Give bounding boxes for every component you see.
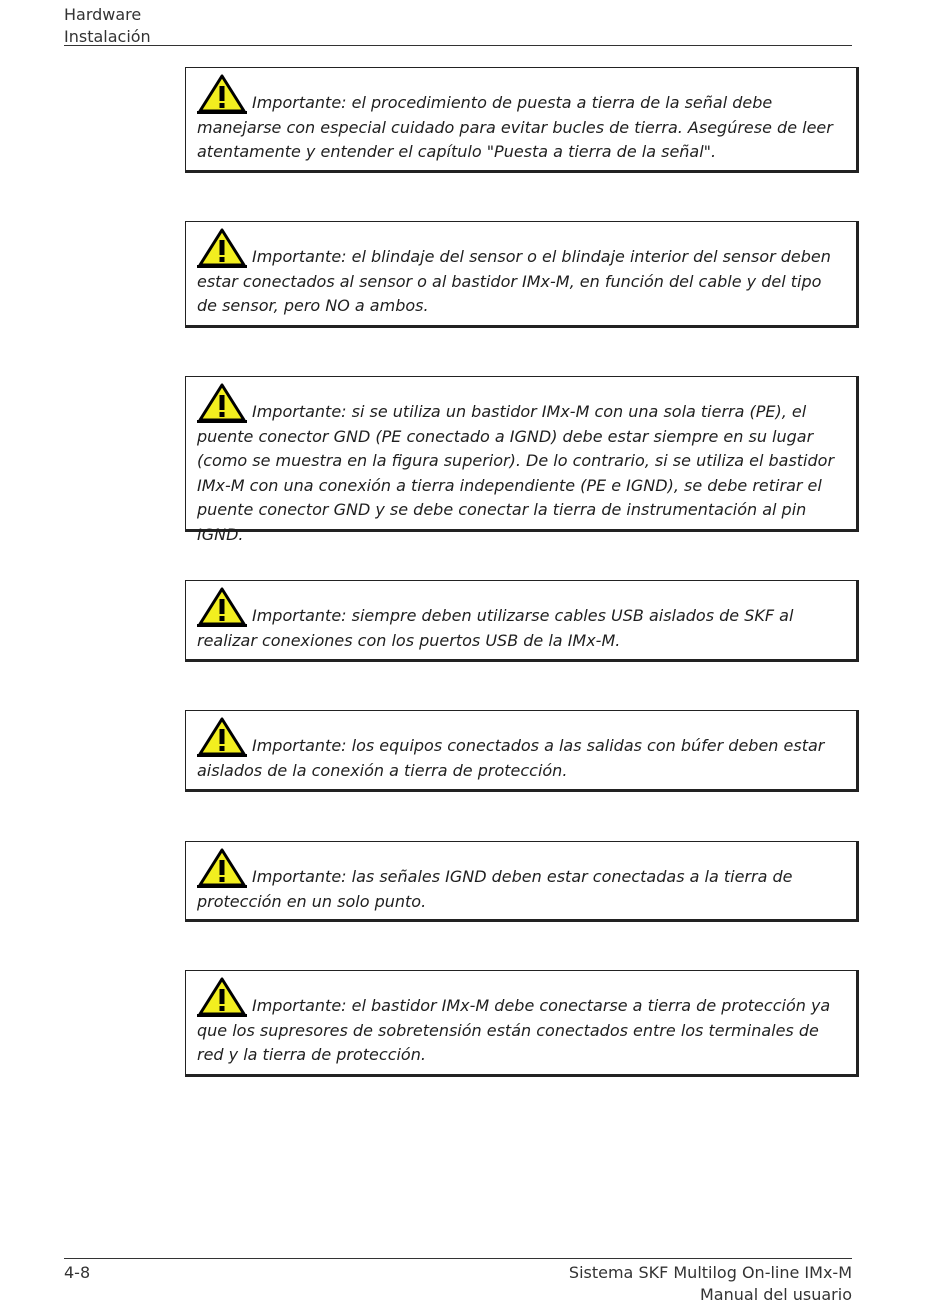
warning-note-gnd-jumper <box>185 376 859 544</box>
warning-note-text: Importante: las señales IGND deben estar conectadas a la tierra de protección en un solo punto. <box>197 867 793 911</box>
header-subsection: Instalación <box>64 27 151 46</box>
warning-note-text: Importante: si se utiliza un bastidor IMx-M con una sola tierra (PE), el puente conector GND (PE conectado a IGND) debe estar siempre en su lugar (como se muestra en la figura superior). De lo contrario, si se utiliza el bastidor IMx-M con una conexión a tierra independiente (PE e IGND), se debe retirar el puente conector GND y se debe conectar la tierra de instrumentación al pin IGND. <box>197 402 835 544</box>
warning-note-chassis-ground <box>185 970 859 1077</box>
warning-triangle-icon <box>197 228 247 268</box>
warning-note-sensor-shield <box>185 221 859 328</box>
warning-note-text: Importante: el procedimiento de puesta a tierra de la señal debe manejarse con especial cuidado para evitar bucles de tierra. Asegúrese de leer atentamente y entender el capítulo "Puesta a tierra de la señal". <box>197 93 833 161</box>
warning-triangle-icon <box>197 848 247 888</box>
warning-note-text: Importante: el bastidor IMx-M debe conectarse a tierra de protección ya que los supresores de sobretensión están conectados entre los terminales de red y la tierra de protección. <box>197 996 831 1064</box>
warning-note-signal-grounding <box>185 67 859 173</box>
footer-manual: Manual del usuario <box>700 1285 852 1304</box>
warning-note-ignd-signals <box>185 841 859 922</box>
page-number: 4-8 <box>64 1263 91 1282</box>
page-header <box>64 4 852 48</box>
page-footer <box>569 1262 852 1306</box>
warning-note-buffered-outputs <box>185 710 859 792</box>
footer-divider <box>64 1258 852 1259</box>
warning-triangle-icon <box>197 587 247 627</box>
warning-triangle-icon <box>197 383 247 423</box>
header-divider <box>64 45 852 46</box>
warning-note-text: Importante: los equipos conectados a las salidas con búfer deben estar aislados de la conexión a tierra de protección. <box>197 736 825 780</box>
warning-note-usb-cables <box>185 580 859 662</box>
warning-triangle-icon <box>197 74 247 114</box>
footer-product: Sistema SKF Multilog On-line IMx-M <box>568 1263 852 1282</box>
header-section: Hardware <box>64 5 142 24</box>
warning-note-text: Importante: siempre deben utilizarse cables USB aislados de SKF al realizar conexiones con los puertos USB de la IMx-M. <box>197 606 794 650</box>
warning-note-text: Importante: el blindaje del sensor o el blindaje interior del sensor deben estar conectados al sensor o al bastidor IMx-M, en función del cable y del tipo de sensor, pero NO a ambos. <box>197 247 831 315</box>
warning-triangle-icon <box>197 717 247 757</box>
warning-triangle-icon <box>197 977 247 1017</box>
